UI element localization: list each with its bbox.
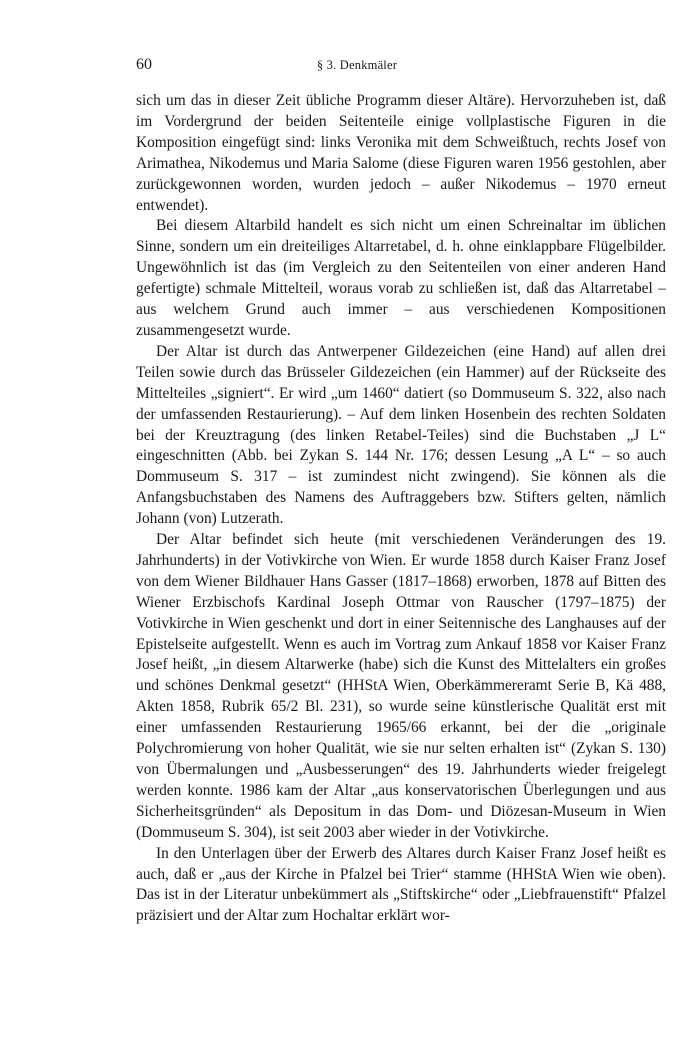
paragraph-1: sich um das in dieser Zeit übliche Programm dieser Altäre). Hervorzuheben ist, daß im Vordergrund der beiden Seitenteile einige vollplastische Figuren in die Komposition eingefügt sind: links Veronika mit dem Schweißtuch, rechts Josef von Arimathea, Nikodemus und Maria Salome (diese Figuren waren 1956 gestohlen, aber zurückgewonnen worden, wurden jedoch – außer Nikodemus – 1970 erneut entwendet). [136,92,666,214]
running-head: § 3. Denkmäler [316,58,398,72]
paragraph-4: Der Altar befindet sich heute (mit verschiedenen Veränderungen des 19. Jahrhunderts) in der Votivkirche von Wien. Er wurde 1858 durch Kaiser Franz Josef von dem Wiener Bildhauer Hans Gasser (1817–1868) erworben, 1878 auf Bitten des Wiener Erzbischofs Kardinal Joseph Ottmar von Rauscher (1797–1875) der Votivkirche in Wien geschenkt und dort in einer Seitennische des Langhauses auf der Epistelseite aufgestellt. Wenn es auch im Vortrag zum Ankauf 1858 vor Kaiser Franz Josef heißt, „in diesem Altarwerke (habe) sich die Kunst des Mittelalters ein großes und schönes Denkmal gesetzt“ (HHStA Wien, Oberkämmereramt Serie B, Kä 488, Akten 1858, Rubrik 65/2 Bl. 231), so wurde seine künstlerische Qualität erst mit einer umfassenden Restaurierung 1965/66 erkannt, bei der die „originale Polychromierung von hoher Qualität, wie sie nur selten erhalten ist“ (Zykan S. 130) von Übermalungen und „Ausbesserungen“ des 19. Jahrhunderts wieder freigelegt werden konnte. 1986 kam der Altar „aus konservatorischen Überlegungen und aus Sicherheitsgründen“ als Depositum in das Dom- und Diözesan-Museum in Wien (Dommuseum S. 304), ist seit 2003 aber wieder in der Votivkirche. [136,531,666,841]
page-header [136,56,578,76]
page-number: 60 [136,56,152,73]
paragraph-3: Der Altar ist durch das Antwerpener Gildezeichen (eine Hand) auf allen drei Teilen sowie durch das Brüsseler Gildezeichen (ein Hammer) auf der Rückseite des Mittelteiles „signiert“. Er wird „um 1460“ datiert (so Dommuseum S. 322, also nach der umfassenden Restaurierung). – Auf dem linken Hosenbein des rechten Soldaten bei der Kreuztragung (des linken Retabel-Teiles) sind die Buchstaben „J L“ eingeschnitten (Abb. bei Zykan S. 144 Nr. 176; dessen Lesung „A L“ – so auch Dommuseum S. 317 – ist zumindest nicht zwingend). Sie können als die Anfangsbuchstaben des Namens des Auftraggebers bzw. Stifters gelten, nämlich Johann (von) Lutzerath. [136,342,666,528]
paragraph-5: In den Unterlagen über der Erwerb des Altares durch Kaiser Franz Josef heißt es auch, daß er „aus der Kirche in Pfalzel bei Trier“ stamme (HHStA Wien wie oben). Das ist in der Literatur unbekümmert als „Stiftskirche“ oder „Liebfrauenstift“ Pfalzel präzisiert und der Altar zum Hochaltar erklärt wor- [136,844,666,925]
paragraph-2: Bei diesem Altarbild handelt es sich nicht um einen Schreinaltar im üblichen Sinne, sondern um ein dreiteiliges Altarretabel, d. h. ohne einklappbare Flügelbilder. Ungewöhnlich ist das (im Vergleich zu den Seitenteilen von einer anderen Hand gefertigte) schmale Mittelteil, woraus vorab zu schließen ist, daß das Altarretabel – aus welchem Grund auch immer – aus verschiedenen Kompositionen zusammengesetzt wurde. [136,217,666,339]
body-text [136,91,666,927]
